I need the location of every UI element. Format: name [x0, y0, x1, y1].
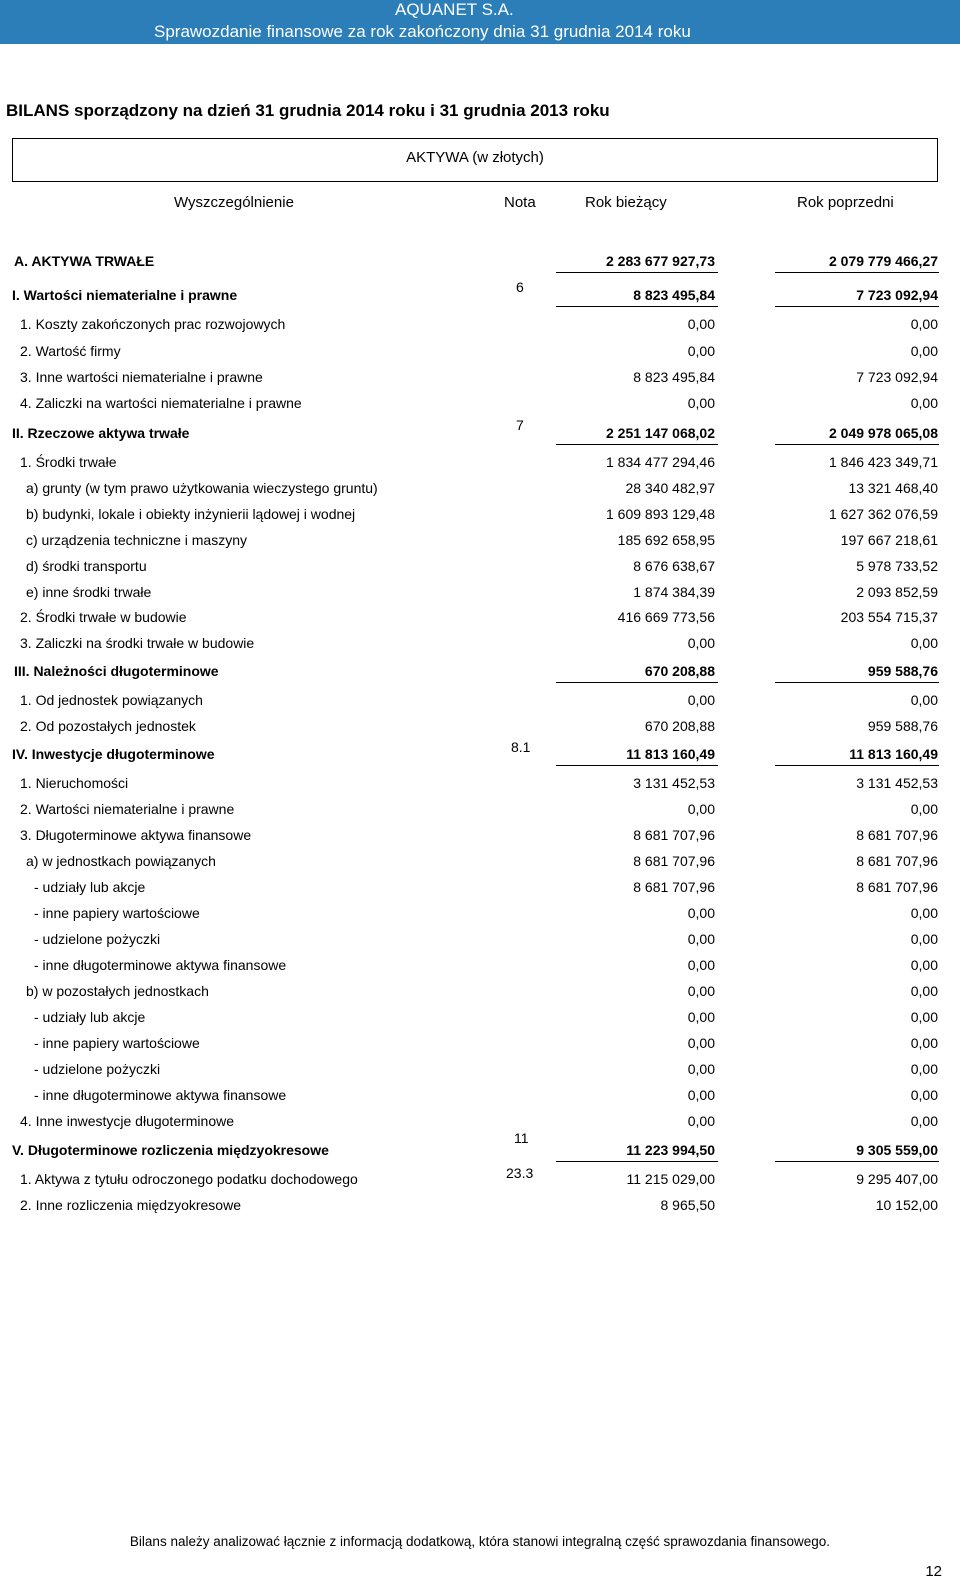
table-row: [0, 801, 960, 821]
row-current-value: 0,00: [687, 635, 715, 651]
table-row: [0, 905, 960, 925]
row-current-value: 0,00: [687, 1113, 715, 1129]
row-previous-value: 7 723 092,94: [856, 369, 938, 385]
table-row: [0, 279, 960, 307]
row-label: - inne papiery wartościowe: [34, 1035, 200, 1051]
row-label: A. AKTYWA TRWAŁE: [14, 253, 155, 269]
current-underline: [556, 1161, 718, 1162]
row-previous-value: 0,00: [910, 343, 938, 359]
row-label: 2. Wartości niematerialne i prawne: [20, 801, 235, 817]
row-label: 3. Zaliczki na środki trwałe w budowie: [20, 635, 255, 651]
row-current-value: 185 692 658,95: [617, 532, 715, 548]
table-row: [0, 775, 960, 795]
row-note: 7: [516, 417, 524, 433]
row-previous-value: 2 049 978 065,08: [829, 425, 938, 441]
row-previous-value: 8 681 707,96: [856, 853, 938, 869]
row-current-value: 3 131 452,53: [633, 775, 715, 791]
row-label: a) grunty (w tym prawo użytkowania wieczystego gruntu): [26, 480, 378, 496]
row-previous-value: 0,00: [910, 635, 938, 651]
table-row: [0, 692, 960, 712]
row-current-value: 8 681 707,96: [633, 879, 715, 895]
row-label: - inne papiery wartościowe: [34, 905, 200, 921]
row-previous-value: 1 846 423 349,71: [829, 454, 938, 470]
row-previous-value: 10 152,00: [875, 1197, 938, 1213]
table-row: [0, 1197, 960, 1217]
row-label: b) w pozostałych jednostkach: [26, 983, 209, 999]
row-label: II. Rzeczowe aktywa trwałe: [12, 425, 190, 441]
previous-underline: [775, 272, 939, 273]
current-underline: [556, 444, 718, 445]
row-current-value: 0,00: [687, 316, 715, 332]
row-current-value: 0,00: [687, 1061, 715, 1077]
row-current-value: 0,00: [687, 957, 715, 973]
table-row: [0, 417, 960, 445]
row-previous-value: 0,00: [910, 905, 938, 921]
table-row: [0, 1009, 960, 1029]
previous-underline: [775, 682, 939, 683]
previous-underline: [775, 765, 939, 766]
row-current-value: 8 823 495,84: [633, 369, 715, 385]
table-row: [0, 1165, 960, 1191]
row-current-value: 416 669 773,56: [617, 609, 715, 625]
row-current-value: 0,00: [687, 1035, 715, 1051]
row-previous-value: 1 627 362 076,59: [829, 506, 938, 522]
table-row: [0, 506, 960, 526]
row-previous-value: 13 321 468,40: [848, 480, 938, 496]
row-label: 4. Zaliczki na wartości niematerialne i prawne: [20, 395, 302, 411]
row-current-value: 0,00: [687, 801, 715, 817]
table-row: [0, 827, 960, 847]
row-label: IV. Inwestycje długoterminowe: [12, 746, 215, 762]
row-current-value: 1 834 477 294,46: [606, 454, 715, 470]
assets-box-title: AKTYWA (w złotych): [406, 149, 544, 166]
table-row: [0, 879, 960, 899]
current-underline: [556, 272, 718, 273]
table-row: [0, 853, 960, 873]
row-label: 1. Od jednostek powiązanych: [20, 692, 203, 708]
row-note: 6: [516, 279, 524, 295]
row-label: 2. Inne rozliczenia międzyokresowe: [20, 1197, 241, 1213]
table-row: [0, 1087, 960, 1107]
row-label: b) budynki, lokale i obiekty inżynierii lądowej i wodnej: [26, 506, 356, 522]
row-previous-value: 11 813 160,49: [849, 746, 938, 762]
table-row: [0, 1113, 960, 1133]
report-subtitle: Sprawozdanie finansowe za rok zakończony dnia 31 grudnia 2014 roku: [154, 22, 691, 41]
row-label: - udziały lub akcje: [34, 879, 146, 895]
previous-underline: [775, 306, 939, 307]
row-current-value: 11 215 029,00: [626, 1171, 715, 1187]
row-previous-value: 197 667 218,61: [840, 532, 938, 548]
row-current-value: 670 208,88: [644, 663, 715, 679]
row-label: 1. Koszty zakończonych prac rozwojowych: [20, 316, 286, 332]
row-label: 1. Nieruchomości: [20, 775, 129, 791]
row-previous-value: 0,00: [910, 931, 938, 947]
row-note: 8.1: [511, 739, 531, 755]
table-row: [0, 1035, 960, 1055]
row-label: - inne długoterminowe aktywa finansowe: [34, 1087, 287, 1103]
document-header-band: [0, 0, 960, 44]
row-current-value: 0,00: [687, 931, 715, 947]
row-current-value: 0,00: [687, 905, 715, 921]
row-label: c) urządzenia techniczne i maszyny: [26, 532, 247, 548]
row-previous-value: 9 305 559,00: [856, 1142, 938, 1158]
row-label: d) środki transportu: [26, 558, 147, 574]
current-underline: [556, 306, 718, 307]
row-label: - udziały lub akcje: [34, 1009, 146, 1025]
table-row: [0, 663, 960, 683]
row-current-value: 0,00: [687, 1087, 715, 1103]
table-row: [0, 454, 960, 474]
row-label: V. Długoterminowe rozliczenia międzyokresowe: [12, 1142, 329, 1158]
previous-underline: [775, 1161, 939, 1162]
row-previous-value: 8 681 707,96: [856, 827, 938, 843]
page-number: 12: [925, 1563, 942, 1580]
row-previous-value: 5 978 733,52: [856, 558, 938, 574]
row-previous-value: 959 588,76: [867, 663, 938, 679]
row-current-value: 2 283 677 927,73: [606, 253, 715, 269]
row-previous-value: 0,00: [910, 1009, 938, 1025]
row-previous-value: 2 079 779 466,27: [829, 253, 938, 269]
previous-underline: [775, 444, 939, 445]
row-previous-value: 0,00: [910, 801, 938, 817]
table-row: [0, 369, 960, 389]
row-previous-value: 0,00: [910, 316, 938, 332]
row-label: 1. Środki trwałe: [20, 454, 117, 470]
table-row: [0, 635, 960, 655]
row-label: - udzielone pożyczki: [34, 931, 161, 947]
table-row: [0, 584, 960, 604]
row-previous-value: 203 554 715,37: [840, 609, 938, 625]
row-previous-value: 2 093 852,59: [856, 584, 938, 600]
row-current-value: 0,00: [687, 692, 715, 708]
column-header-description: Wyszczególnienie: [174, 194, 294, 211]
row-current-value: 8 676 638,67: [633, 558, 715, 574]
row-label: a) w jednostkach powiązanych: [26, 853, 216, 869]
row-previous-value: 8 681 707,96: [856, 879, 938, 895]
table-row: [0, 739, 960, 766]
table-row: [0, 253, 960, 273]
row-label: I. Wartości niematerialne i prawne: [12, 287, 238, 303]
table-row: [0, 931, 960, 951]
column-header-note: Nota: [504, 194, 536, 211]
row-previous-value: 959 588,76: [867, 718, 938, 734]
assets-box: [12, 138, 938, 182]
row-current-value: 0,00: [687, 983, 715, 999]
row-current-value: 8 681 707,96: [633, 853, 715, 869]
row-previous-value: 7 723 092,94: [856, 287, 938, 303]
column-header-previous-year: Rok poprzedni: [797, 194, 894, 211]
row-current-value: 0,00: [687, 395, 715, 411]
row-previous-value: 9 295 407,00: [856, 1171, 938, 1187]
row-current-value: 11 813 160,49: [626, 746, 715, 762]
row-label: 1. Aktywa z tytułu odroczonego podatku dochodowego: [20, 1171, 358, 1187]
table-row: [0, 983, 960, 1003]
row-previous-value: 0,00: [910, 1087, 938, 1103]
table-row: [0, 532, 960, 552]
row-label: 3. Inne wartości niematerialne i prawne: [20, 369, 263, 385]
row-note: 11: [514, 1130, 529, 1146]
row-label: e) inne środki trwałe: [26, 584, 152, 600]
row-note: 23.3: [506, 1165, 534, 1181]
table-row: [0, 316, 960, 336]
row-label: 2. Środki trwałe w budowie: [20, 609, 187, 625]
column-header-current-year: Rok bieżący: [585, 194, 667, 211]
current-underline: [556, 765, 718, 766]
row-current-value: 670 208,88: [644, 718, 715, 734]
row-previous-value: 0,00: [910, 1113, 938, 1129]
row-previous-value: 0,00: [910, 692, 938, 708]
row-current-value: 11 223 994,50: [626, 1142, 715, 1158]
table-row: [0, 343, 960, 363]
row-current-value: 8 823 495,84: [633, 287, 715, 303]
row-label: - inne długoterminowe aktywa finansowe: [34, 957, 287, 973]
row-label: - udzielone pożyczki: [34, 1061, 161, 1077]
balance-sheet-title: BILANS sporządzony na dzień 31 grudnia 2014 roku i 31 grudnia 2013 roku: [6, 101, 610, 120]
table-row: [0, 1061, 960, 1081]
table-row: [0, 395, 960, 415]
row-previous-value: 0,00: [910, 1035, 938, 1051]
row-current-value: 0,00: [687, 1009, 715, 1025]
row-previous-value: 0,00: [910, 983, 938, 999]
row-label: 4. Inne inwestycje długoterminowe: [20, 1113, 235, 1129]
row-current-value: 8 965,50: [660, 1197, 715, 1213]
table-row: [0, 480, 960, 500]
row-previous-value: 0,00: [910, 1061, 938, 1077]
row-previous-value: 3 131 452,53: [856, 775, 938, 791]
row-current-value: 2 251 147 068,02: [606, 425, 715, 441]
row-current-value: 1 609 893 129,48: [606, 506, 715, 522]
row-current-value: 0,00: [687, 343, 715, 359]
table-row: [0, 558, 960, 578]
table-row: [0, 609, 960, 629]
row-current-value: 1 874 384,39: [633, 584, 715, 600]
current-underline: [556, 682, 718, 683]
row-current-value: 28 340 482,97: [625, 480, 715, 496]
table-row: [0, 718, 960, 738]
row-previous-value: 0,00: [910, 957, 938, 973]
row-label: 2. Od pozostałych jednostek: [20, 718, 196, 734]
table-row: [0, 957, 960, 977]
table-row: [0, 1130, 960, 1162]
footer-note: Bilans należy analizować łącznie z informacją dodatkową, która stanowi integralną część sprawozdania finansowego.: [129, 1534, 831, 1549]
row-current-value: 8 681 707,96: [633, 827, 715, 843]
row-previous-value: 0,00: [910, 395, 938, 411]
row-label: 2. Wartość firmy: [20, 343, 121, 359]
row-label: 3. Długoterminowe aktywa finansowe: [20, 827, 252, 843]
company-name: AQUANET S.A.: [395, 0, 514, 19]
row-label: III. Należności długoterminowe: [14, 663, 219, 679]
